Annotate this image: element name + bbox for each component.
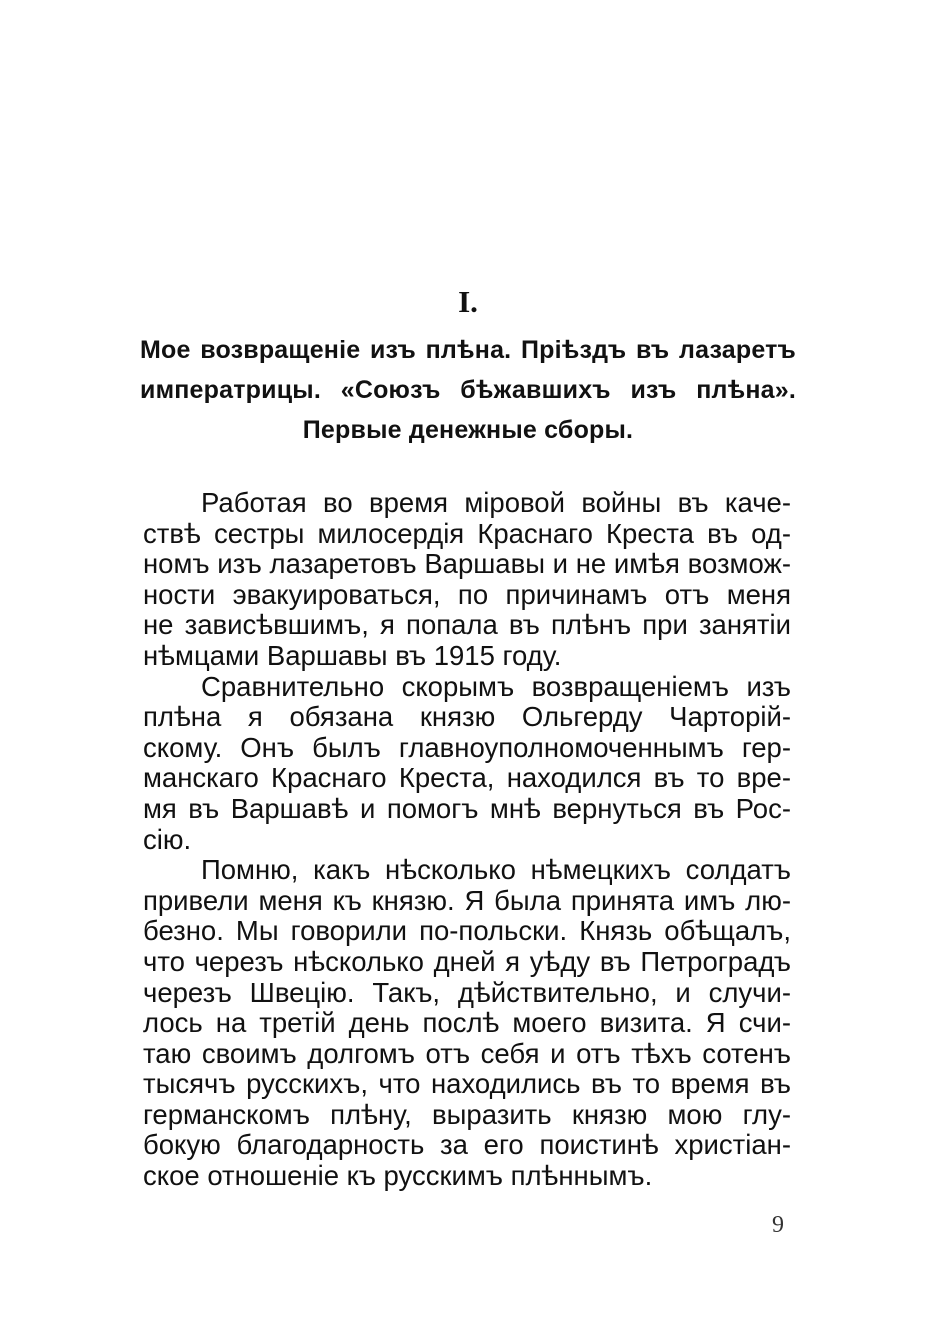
paragraph-1 — [143, 488, 791, 672]
chapter-title-line: императрицы. «Союзъ бѣжавшихъ изъ плѣна». — [140, 376, 796, 404]
body-text — [143, 488, 791, 1192]
page-number: 9 — [772, 1212, 784, 1238]
chapter-title — [140, 330, 796, 450]
paragraph-3 — [143, 855, 791, 1192]
text-line: нѣмцами Варшавы въ 1915 году. — [143, 639, 562, 671]
text-line: манскаго Краснаго Креста, находился въ то вре- — [143, 762, 791, 794]
text-line: плѣна я обязана князю Ольгерду Чарторій- — [143, 701, 791, 733]
paragraph-2 — [143, 672, 791, 856]
text-line: привели меня къ князю. Я была принята имъ лю- — [143, 884, 791, 916]
text-line: скому. Онъ былъ главноуполномоченнымъ гер- — [143, 731, 791, 763]
text-line: тысячъ русскихъ, что находились въ то время въ — [143, 1068, 791, 1100]
chapter-title-line: Первые денежные сборы. — [302, 416, 634, 444]
text-line: сію. — [143, 823, 192, 855]
text-line: Помню, какъ нѣсколько нѣмецкихъ солдатъ — [201, 854, 791, 886]
text-line: ности эвакуироваться, по причинамъ отъ меня — [143, 578, 791, 610]
text-line: бокую благодарность за его поистинѣ христіан- — [143, 1129, 791, 1161]
text-line: черезъ Швецію. Такъ, дѣйствительно, и случи- — [143, 976, 791, 1008]
chapter-title-line: Мое возвращеніе изъ плѣна. Пріѣздъ въ лазаретъ — [140, 336, 796, 364]
text-line: номъ изъ лазаретовъ Варшавы и не имѣя возмож- — [143, 548, 791, 580]
text-line: германскомъ плѣну, выразить князю мою глу- — [143, 1098, 791, 1130]
text-line: ское отношеніе къ русскимъ плѣннымъ. — [143, 1160, 653, 1192]
text-line: безно. Мы говорили по-польски. Князь обѣщалъ, — [143, 915, 791, 947]
text-line: Сравнительно скорымъ возвращеніемъ изъ — [201, 670, 791, 702]
text-line: Работая во время міровой войны въ каче- — [201, 487, 791, 518]
text-line: таю своимъ долгомъ отъ себя и отъ тѣхъ сотенъ — [143, 1037, 791, 1069]
text-line: что черезъ нѣсколько дней я уѣду въ Петроградъ — [143, 945, 791, 977]
text-line: лось на третій день послѣ моего визита. Я счи- — [143, 1007, 791, 1039]
text-line: не зависѣвшимъ, я попала въ плѣнъ при занятіи — [143, 609, 791, 641]
text-line: мя въ Варшавѣ и помогъ мнѣ вернуться въ Рос- — [143, 792, 791, 824]
text-line: ствѣ сестры милосердія Краснаго Креста въ од- — [143, 517, 791, 549]
chapter-number: I. — [458, 284, 478, 319]
